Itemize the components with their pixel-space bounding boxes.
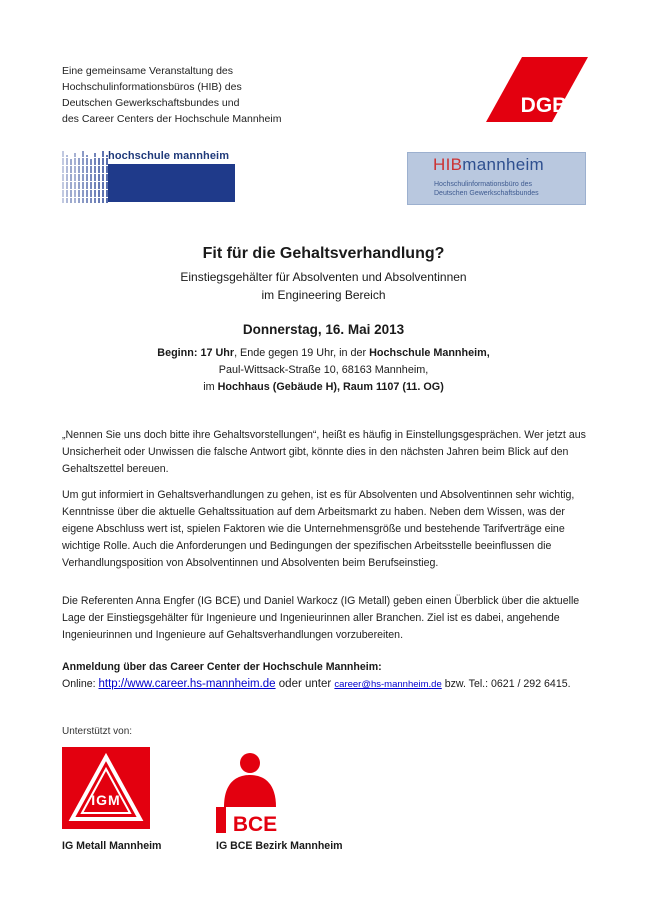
ig-bce-logo xyxy=(216,747,284,833)
body-paragraph-2: Um gut informiert in Gehaltsverhandlungen zu gehen, ist es für Absolventen und Absolventinnen sehr wichtig, Kenntnisse über die aktuelle Gehaltssituation auf dem Arbeitsmarkt zu haben. Neben dem Wissen, was der eigene Abschluss wert ist, spielen Faktoren wie die Unternehmensgröße und bestehende Tarifverträge eine wichtige Rolle. Auch die Anforderungen und Bedingungen der spezifischen Arbeitsstelle beeinflussen die Verhandlungsposition von Absolventinnen und Absolventen beim Berufseinstieg. xyxy=(62,489,575,569)
career-url-link[interactable]: http://www.career.hs-mannheim.de xyxy=(98,678,276,690)
hib-logo-prefix: HIB xyxy=(433,155,463,174)
venue-address: Paul-Wittsack-Straße 10, 68163 Mannheim, xyxy=(218,364,429,376)
event-date: Donnerstag, 16. Mai 2013 xyxy=(242,322,405,337)
intro-line: des Career Centers der Hochschule Mannheim xyxy=(62,113,282,125)
intro-line: Hochschulinformationsbüros (HIB) des xyxy=(62,81,242,93)
event-venue xyxy=(0,345,647,396)
hib-logo-sub-line: Deutschen Gewerkschaftsbundes xyxy=(434,190,539,197)
igm-logo-text: IGM xyxy=(91,792,121,808)
venue-line-1 xyxy=(0,345,647,362)
ig-bce-caption: IG BCE Bezirk Mannheim xyxy=(216,840,343,852)
end-time: , Ende gegen 19 Uhr, in der xyxy=(234,347,370,359)
hsm-logo-pattern xyxy=(62,151,108,203)
event-title: Fit für die Gehaltsverhandlung? xyxy=(202,245,445,262)
bce-logo-text: BCE xyxy=(232,813,278,833)
phone-text: bzw. Tel.: 0621 / 292 6415. xyxy=(441,678,571,690)
registration-line xyxy=(62,678,571,690)
supported-by-label: Unterstützt von: xyxy=(62,726,133,737)
registration-heading: Anmeldung über das Career Center der Hochschule Mannheim: xyxy=(62,661,382,673)
or-text: oder unter xyxy=(275,678,335,690)
event-subtitle-line: im Engineering Bereich xyxy=(261,288,386,302)
body-paragraph-1: „Nennen Sie uns doch bitte ihre Gehaltsvorstellungen“, heißt es häufig in Einstellungsgesprächen. Wer jetzt aus Unsicherheit oder Unwissen die falsche Antwort gibt, könnte dies in den nächsten Jahren beim Blick auf den Gehaltszettel bereuen. xyxy=(62,429,586,475)
room-prefix: im xyxy=(203,381,218,393)
career-email-link[interactable]: career@hs-mannheim.de xyxy=(334,679,442,690)
event-subtitle-line: Einstiegsgehälter für Absolventen und Absolventinnen xyxy=(180,270,467,284)
begin-time: Beginn: 17 Uhr xyxy=(157,347,235,359)
hib-logo-title xyxy=(433,155,544,175)
dgb-logo xyxy=(486,57,588,122)
hsm-logo-bar xyxy=(108,164,235,202)
ig-metall-logo xyxy=(62,747,150,829)
online-label: Online: xyxy=(62,678,99,690)
venue-line-3 xyxy=(0,379,647,396)
organizer-intro xyxy=(62,63,281,127)
hib-logo-subtitle xyxy=(434,180,539,198)
event-subtitle xyxy=(0,268,647,304)
intro-line: Deutschen Gewerkschaftsbundes und xyxy=(62,97,240,109)
hib-logo-suffix: mannheim xyxy=(462,155,545,174)
hib-logo-sub-line: Hochschulinformationsbüro des xyxy=(434,181,533,188)
hsm-logo-text: hochschule mannheim xyxy=(108,150,230,162)
intro-line: Eine gemeinsame Veranstaltung des xyxy=(62,65,234,77)
body-paragraph-3: Die Referenten Anna Engfer (IG BCE) und Daniel Warkocz (IG Metall) geben einen Überblick über die aktuelle Lage der Einstiegsgehälter für Ingenieure und Ingenieurinnen aller Branchen. Ziel ist es dabei, angehende Ingenieurinnen und Ingenieure auf Gehaltsverhandlungen vorzubereiten. xyxy=(62,595,580,641)
venue-name: Hochschule Mannheim, xyxy=(369,347,490,359)
bce-ig-text: IG xyxy=(225,815,234,825)
venue-room: Hochhaus (Gebäude H), Raum 1107 (11. OG) xyxy=(217,381,444,393)
ig-metall-caption: IG Metall Mannheim xyxy=(62,840,162,852)
dgb-logo-text: DGB xyxy=(520,94,568,117)
